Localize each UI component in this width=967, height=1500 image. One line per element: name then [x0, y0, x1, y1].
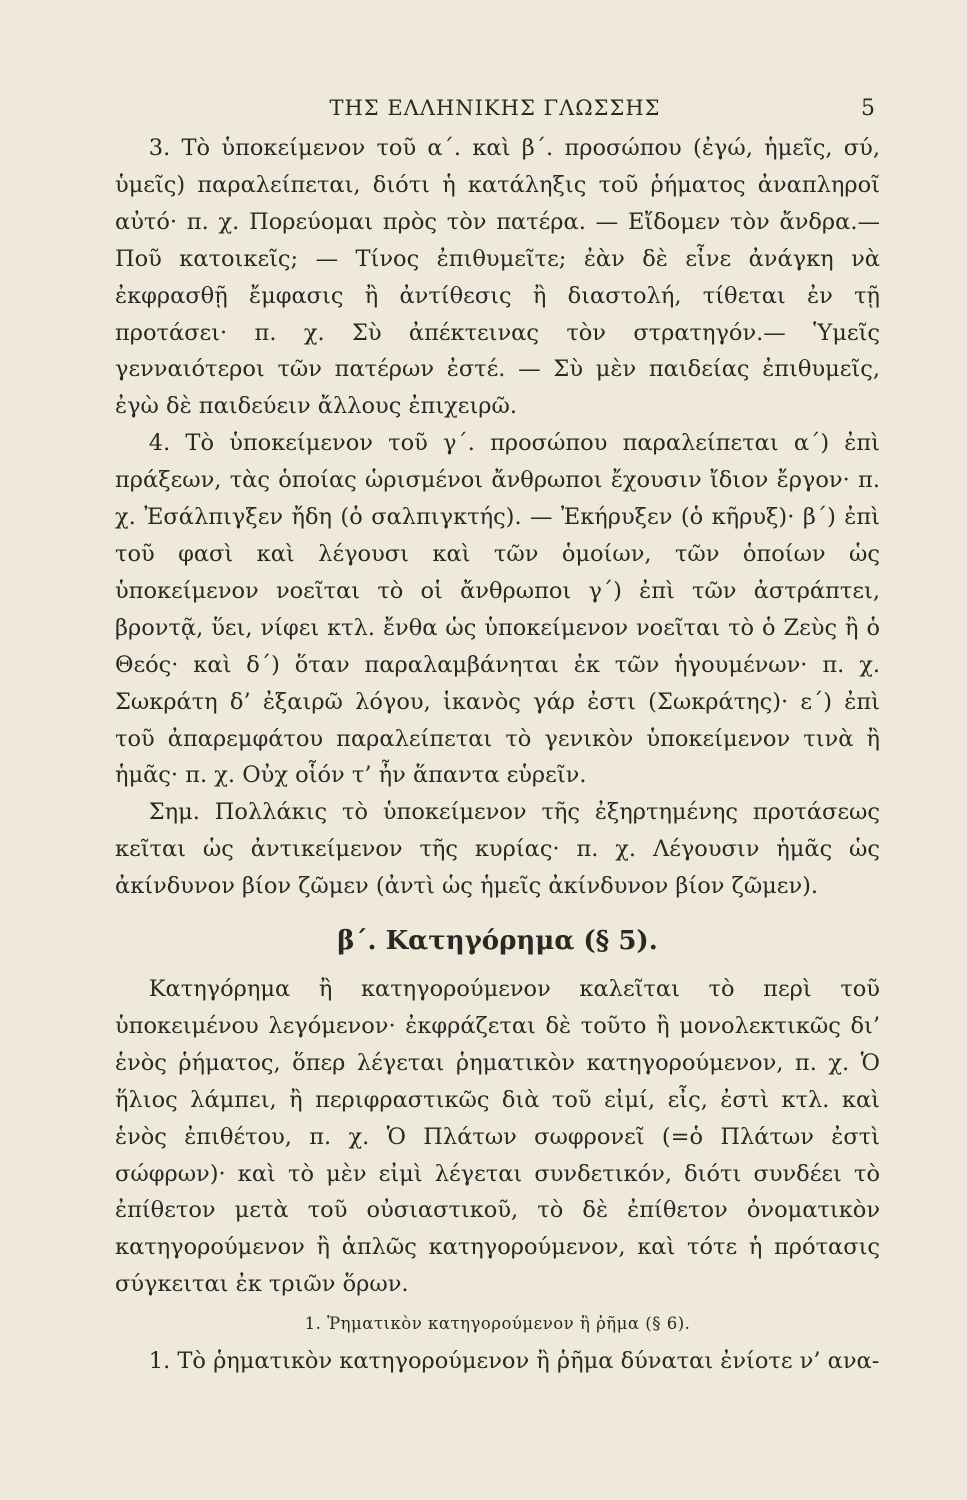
paragraph-verbal-predicate: 1. Τὸ ῥηματικὸν κατηγορούμενον ἢ ῥῆμα δύναται ἐνίοτε ν’ ανα-: [148, 1348, 880, 1375]
page-number: 5: [861, 96, 875, 121]
page-header: [115, 96, 875, 130]
running-title: ΤΗΣ ΕΛΛΗΝΙΚΗΣ ΓΛΩΣΣΗΣ: [329, 96, 661, 120]
paragraph-note: Σημ. Πολλάκις τὸ ὑποκείμενον τῆς ἐξηρτημένης προτάσεως κεῖται ὡς ἀντικείμενον τῆς κυρίας· π. χ. Λέγουσιν ἡμᾶς ὡς ἀκίνδυνον βίον ζῶμεν (ἀντὶ ὡς ἡμεῖς ἀκίνδυνον βίον ζῶμεν).: [115, 799, 880, 900]
paragraph-subject-first-second-person: 3. Τὸ ὑποκείμενον τοῦ α΄. καὶ β΄. προσώπου (ἐγώ, ἡμεῖς, σύ, ὑμεῖς) παραλείπεται, διότι ἡ κατάληξις τοῦ ῥήματος ἀναπληροῖ αὐτό· π. χ. Πορεύομαι πρὸς τὸν πατέρα. — Εἴδομεν τὸν ἄνδρα.— Ποῦ κατοικεῖς; — Τίνος ἐπιθυμεῖτε; ἐὰν δὲ εἶνε ἀνάγκη νὰ ἐκφρασθῇ ἔμφασις ἢ ἀντίθεσις ἢ διαστολή, τίθεται ἐν τῇ προτάσει· π. χ. Σὺ ἀπέκτεινας τὸν στρατηγόν.— Ὑμεῖς γενναιότεροι τῶν πατέρων ἐστέ. — Σὺ μὲν παιδείας ἐπιθυμεῖς, ἐγὼ δὲ παιδεύειν ἄλλους ἐπιχειρῶ.: [115, 135, 880, 420]
subsection-heading-verbal-predicate: 1. Ῥηματικὸν κατηγορούμενον ἢ ῥῆμα (§ 6).: [304, 1314, 691, 1334]
paragraph-subject-third-person: 4. Τὸ ὑποκείμενον τοῦ γ΄. προσώπου παραλείπεται α΄) ἐπὶ πράξεων, τὰς ὁποίας ὡρισμένοι ἄνθρωποι ἔχουσιν ἴδιον ἔργον· π. χ. Ἐσάλπιγξεν ἤδη (ὁ σαλπιγκτής). — Ἐκήρυξεν (ὁ κῆρυξ)· β΄) ἐπὶ τοῦ φασὶ καὶ λέγουσι καὶ τῶν ὁμοίων, τῶν ὁποίων ὡς ὑποκείμενον νοεῖται τὸ οἱ ἄνθρωποι γ΄) ἐπὶ τῶν ἀστράπτει, βροντᾷ, ὕει, νίφει κτλ. ἔνθα ὡς ὑποκείμενον νοεῖται τὸ ὁ Ζεὺς ἢ ὁ Θεός· καὶ δ΄) ὅταν παραλαμβάνηται ἐκ τῶν ἡγουμένων· π. χ. Σωκράτη δ’ ἐξαιρῶ λόγου, ἱκανὸς γάρ ἐστι (Σωκράτης)· ε΄) ἐπὶ τοῦ ἀπαρεμφάτου παραλείπεται τὸ γενικὸν ὑποκείμενον τινὰ ἢ ἡμᾶς· π. χ. Οὐχ οἷόν τ’ ἦν ἅπαντα εὑρεῖν.: [115, 430, 880, 789]
paragraph-predicate-definition: Κατηγόρημα ἢ κατηγορούμενον καλεῖται τὸ περὶ τοῦ ὑποκειμένου λεγόμενον· ἐκφράζεται δὲ τοῦτο ἢ μονολεκτικῶς δι’ ἑνὸς ῥήματος, ὅπερ λέγεται ῥηματικὸν κατηγορούμενον, π. χ. Ὁ ἥλιος λάμπει, ἢ περιφραστικῶς διὰ τοῦ εἰμί, εἶς, ἐστὶ κτλ. καὶ ἑνὸς ἐπιθέτου, π. χ. Ὁ Πλάτων σωφρονεῖ (=ὁ Πλάτων ἐστὶ σώφρων)· καὶ τὸ μὲν εἰμὶ λέγεται συνδετικόν, διότι συνδέει τὸ ἐπίθετον μετὰ τοῦ οὐσιαστικοῦ, τὸ δὲ ἐπίθετον ὀνοματικὸν κατηγορούμενον ἢ ἁπλῶς κατηγορούμενον, καὶ τότε ἡ πρότασις σύγκειται ἐκ τριῶν ὅρων.: [115, 976, 880, 1298]
section-heading-predicate: β΄. Κατηγόρημα (§ 5).: [337, 926, 658, 957]
page-body: [115, 130, 880, 1380]
